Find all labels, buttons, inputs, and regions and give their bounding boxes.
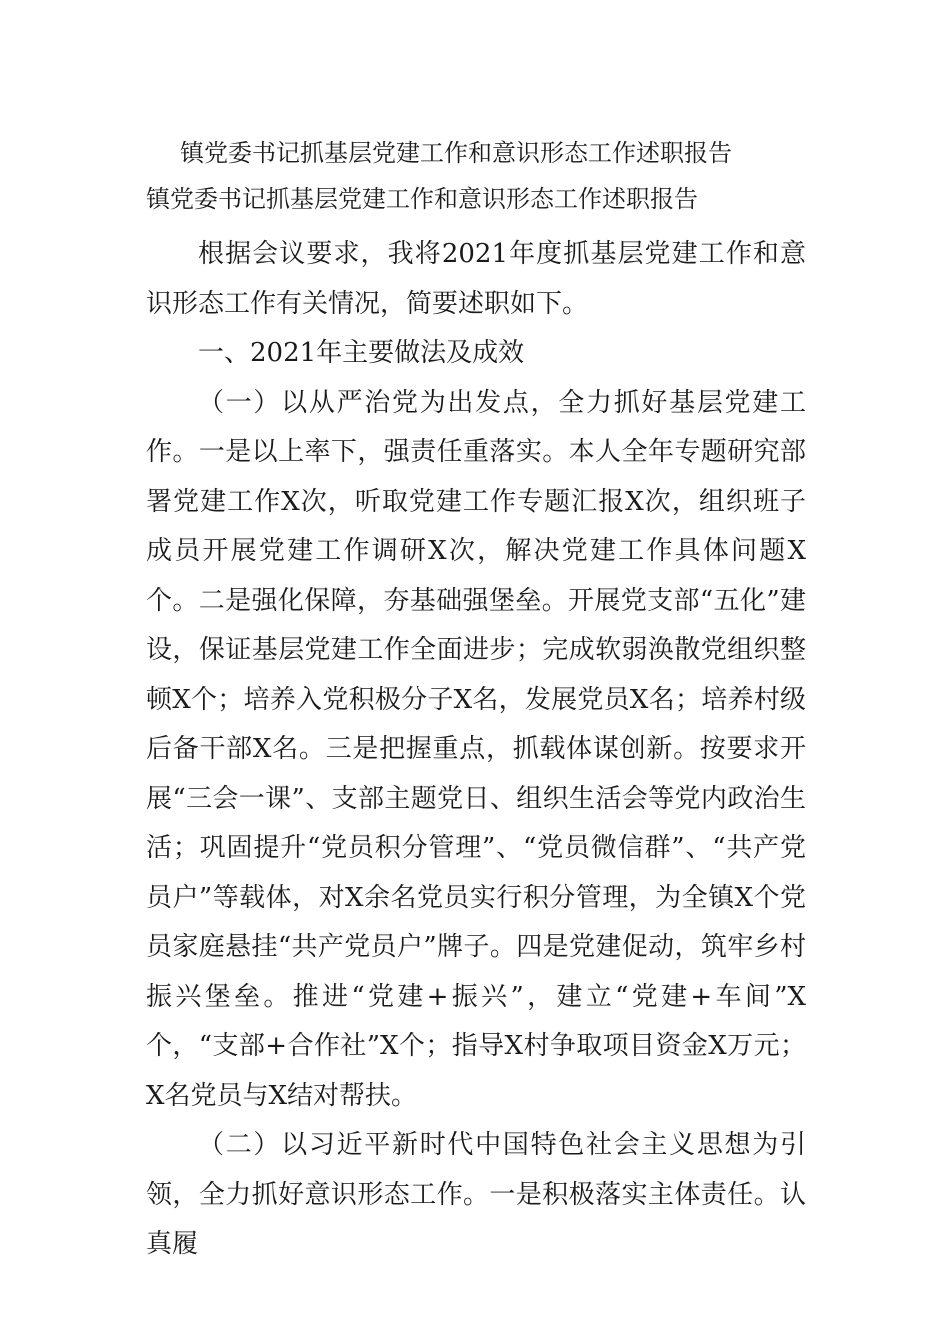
document-title-repeat: 镇党委书记抓基层党建工作和意识形态工作述职报告	[146, 185, 698, 213]
section-paragraph-1: （一）以从严治党为出发点，全力抓好基层党建工作。一是以上率下，强责任重落实。本人全年专题研究部署党建工作X次，听取党建工作专题汇报X次，组织班子成员开展党建工作调研X次，解决党建工作具体问题X个。二是强化保障，夯基础强堡垒。开展党支部“五化”建设，保证基层党建工作全面进步；完成软弱涣散党组织整顿X个；培养入党积极分子X名，发展党员X名；培养村级后备干部X名。三是把握重点，抓载体谋创新。按要求开展“三会一课”、支部主题党日、组织生活会等党内政治生活；巩固提升“党员积分管理”、“党员微信群”、“共产党员户”等载体，对X余名党员实行积分管理，为全镇X个党员家庭悬挂“共产党员户”牌子。四是党建促动，筑牢乡村振兴堡垒。推进“党建+振兴”，建立“党建+车间”X个，“支部+合作社”X个；指导X村争取项目资金X万元；X名党员与X结对帮扶。	[146, 387, 806, 1111]
intro-paragraph: 根据会议要求，我将2021年度抓基层党建工作和意识形态工作有关情况，简要述职如下。	[146, 239, 806, 319]
document-title: 镇党委书记抓基层党建工作和意识形态工作述职报告	[180, 139, 732, 167]
document-body	[146, 130, 806, 1270]
section-paragraph-2: （二）以习近平新时代中国特色社会主义思想为引领，全力抓好意识形态工作。一是积极落实主体责任。认真履	[146, 1130, 806, 1259]
section-heading-1: 一、2021年主要做法及成效	[198, 338, 525, 368]
